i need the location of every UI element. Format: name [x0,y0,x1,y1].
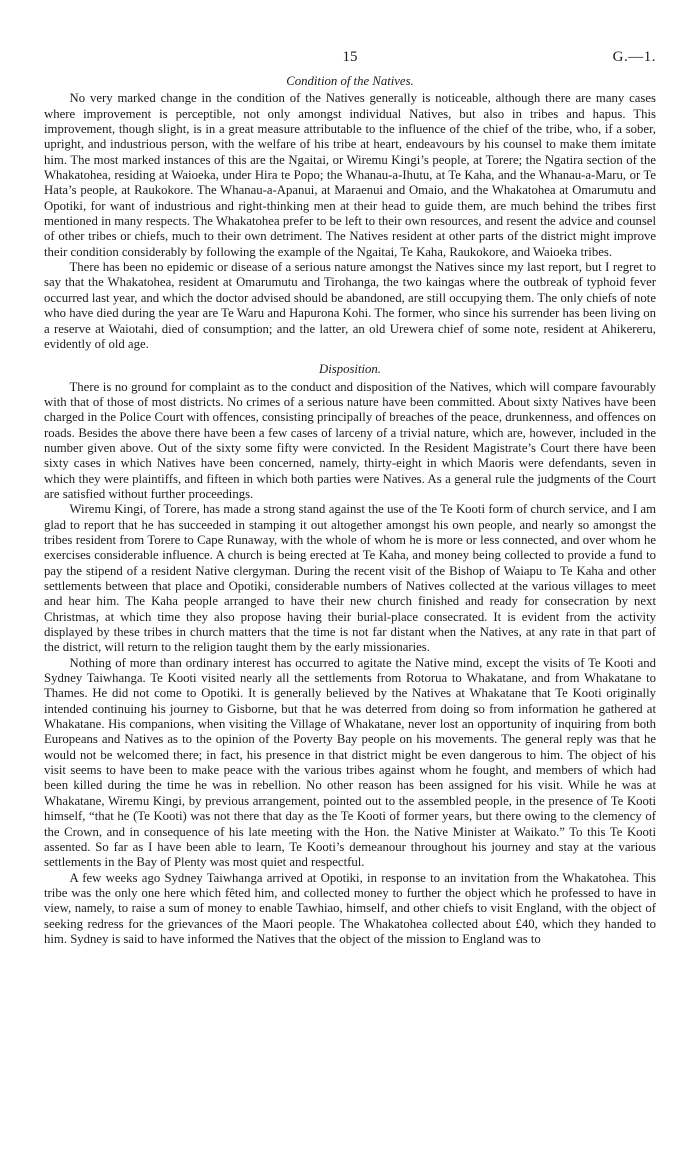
paragraph: Nothing of more than ordinary interest has occurred to agitate the Native mind, except the visits of Te Kooti and Sydney Taiwhanga. Te Kooti visited nearly all the settlements from Rotorua to Whakatane, and from Whakatane to Thames. He did not come to Opotiki. It is generally believed by the Natives at Whakatane that Te Kooti originally intended continuing his journey to Gisborne, but that he was deterred from doing so from information he gathered at Whakatane. His companions, when visiting the Village of Whakatane, never lost an opportunity of inquiring from both Europeans and Natives as to the opinion of the Poverty Bay people on his movements. The general reply was that he would not be welcomed there; in fact, his presence in that district might be even dangerous to him. The object of his visit seems to have been to make peace with the various tribes against whom he fought, and members of which had been killed during the time he was in rebellion. No other reason has been assigned for his visit. While he was at Whakatane, Wiremu Kingi, by previous arrangement, pointed out to the assembled people, in the presence of Te Kooti himself, “that he (Te Kooti) was not there that day as the Te Kooti of former years, but there owing to the clemency of the Crown, and in consequence of his late meeting with the Hon. the Native Minister at Waikato.” To this Te Kooti assented. So far as I have been able to learn, Te Kooti’s demeanour throughout his journey and stay at the various settlements in the Bay of Plenty was most quiet and respectful. [44,655,656,870]
paragraph: There is no ground for complaint as to the conduct and disposition of the Natives, which will compare favourably with that of those of most districts. No crimes of a serious nature have been committed. About sixty Natives have been charged in the Police Court with offences, consisting principally of breaches of the peace, drunkenness, and offences on roads. Besides the above there have been a few cases of larceny of a trivial nature, which are, however, included in the number given above. Out of the sixty some fifty were convicted. In the Resident Magistrate’s Court there have been sixty cases in which Natives have been concerned, namely, thirty-eight in which Maoris were defendants, seven in which they were plaintiffs, and fifteen in which both parties were Natives. As a general rule the judgments of the Court are satisfied without further proceedings. [44,379,656,501]
paragraph: No very marked change in the condition of the Natives generally is noticeable, although there are many cases where improvement is perceptible, not only amongst individual Natives, but also in tribes and hapus. This improvement, though slight, is in a great measure attributable to the influence of the chief of the tribe, who, if a sober, upright, and industrious person, with the welfare of his tribe at heart, endeavours by his counsel to make them imitate him. The most marked instances of this are the Ngaitai, or Wiremu Kingi’s people, at Torere; the Ngatira section of the Whakatohea, residing at Waioeka, under Hira te Popo; the Whanau-a-Ihutu, at Te Kaha, and the Whanau-a-Maru, or Te Hata’s people, at Raukokore. The Whanau-a-Apanui, at Maraenui and Omaio, and the Whakatohea at Omarumutu and Opotiki, for want of industrious and right-thinking men at their head to guide them, are much behind the tribes first mentioned in many respects. The Whakatohea prefer to be left to their own resources, and resent the advice and counsel of other tribes or chiefs, much to their own detriment. The Natives resident at other parts of the district might improve their condition considerably by following the example of the Ngaitai, Te Kaha, Raukokore, and Waioeka tribes. [44,91,656,259]
paragraph: There has been no epidemic or disease of a serious nature amongst the Natives since my last report, but I regret to say that the Whakatohea, resident at Omarumutu and Tirohanga, the two kaingas where the outbreak of typhoid fever occurred last year, and which the doctor advised should be abandoned, are still occupying them. The only chiefs of note who have died during the year are Te Waru and Hapurona Kohi. The former, who since his surrender has been living on a reserve at Waiotahi, died of consumption; and the latter, an old Urewera chief of some note, resident at Ahikereru, evidently of old age. [44,260,656,351]
page-header [44,38,656,64]
section-heading-condition: Condition of the Natives. [286,74,414,88]
page-number: 15 [342,49,358,65]
document-reference: G.—1. [612,49,656,65]
paragraph: Wiremu Kingi, of Torere, has made a strong stand against the use of the Te Kooti form of church service, and I am glad to report that he has succeeded in stamping it out altogether amongst his own people, and nearly so amongst the tribes resident from Torere to Cape Runaway, with the whole of whom he is more or less connected, and over whom he exercises considerable influence. A church is being erected at Te Kaha, and money being collected to provide a fund to pay the stipend of a resident Native clergyman. During the recent visit of the Bishop of Waiapu to Te Kaha and other settlements between that place and Opotiki, considerable numbers of Natives collected at the various villages to meet and hear him. The Kaha people arranged to have their new church finished and ready for consecration by next Christmas, at which time they also propose having their burial-place consecrated. It is evident from the activity displayed by these tribes in church matters that the time is not far distant when the Natives, at any rate in that part of the district, will return to the religion taught them by the early missionaries. [44,502,656,655]
section-heading-disposition: Disposition. [319,362,381,377]
paragraph: A few weeks ago Sydney Taiwhanga arrived at Opotiki, in response to an invitation from the Whakatohea. This tribe was the only one here which fêted him, and collected money to further the object which he professed to have in view, namely, to raise a sum of money to enable Tawhiao, himself, and other chiefs to visit England, with the object of seeking redress for the grievances of the Maori people. The Whakatohea collected about £40, which they handed to him. Sydney is said to have informed the Natives that the object of the mission to England was to [44,870,656,946]
